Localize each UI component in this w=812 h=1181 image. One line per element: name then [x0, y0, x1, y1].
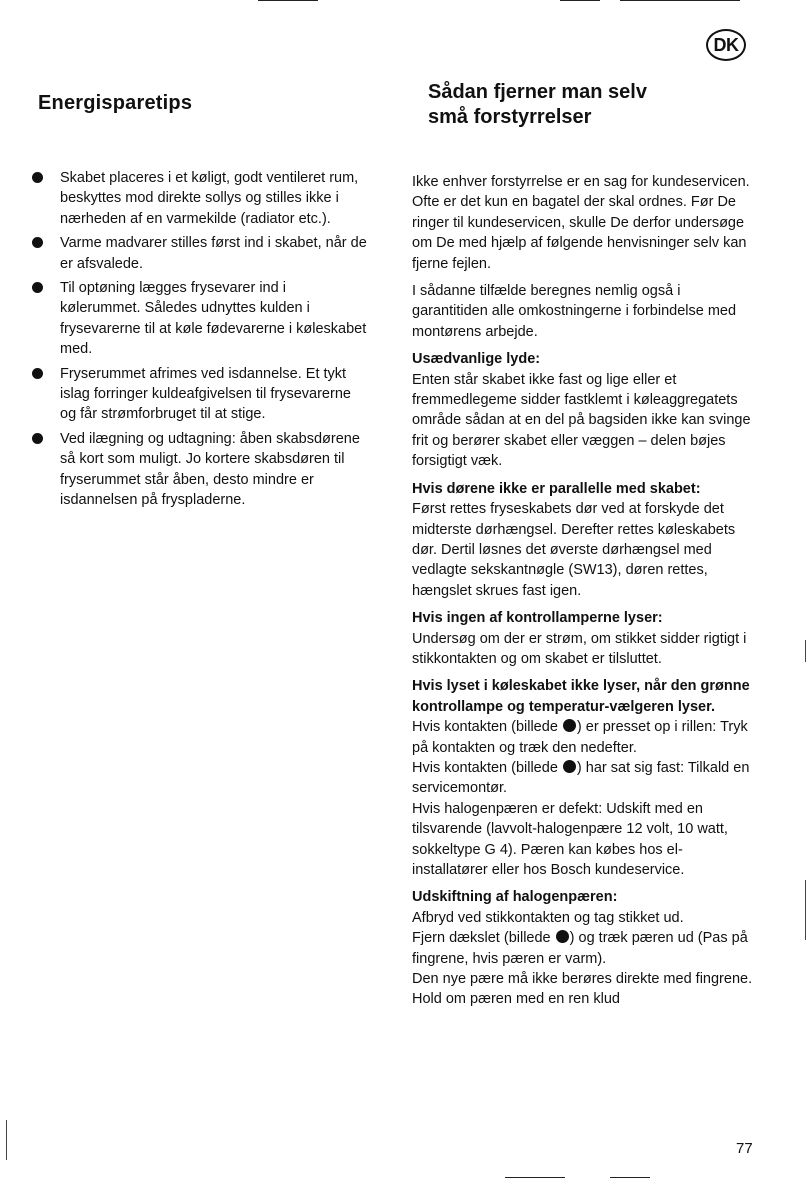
tip-item — [30, 168, 370, 229]
tip-text: Varme madvarer stilles først ind i skabet, når de er afsvalede. — [60, 235, 367, 272]
bottom-edge-rule — [610, 1177, 650, 1178]
tip-item — [30, 364, 370, 425]
energy-tips-list — [30, 168, 370, 515]
tip-text: Fryserummet afrimes ved isdannelse. Et tykt islag forringer kuldeafgivelsen til frysevarerne og får strømforbruget til at stige. — [60, 365, 351, 423]
bullet-icon — [32, 282, 43, 293]
top-edge-rule — [620, 0, 740, 1]
unplug-text: Afbryd ved stikkontakten og tag stikket ud. — [412, 909, 684, 926]
stuck-switch-text-a: Hvis kontakten (billede — [412, 759, 562, 776]
figure-reference-icon — [556, 930, 569, 943]
stuck-switch-text — [412, 760, 749, 796]
bulb-replacement-section — [412, 887, 757, 1009]
light-switch-text-b: ) er presset op i rillen: Tryk på kontakten og træk den nedefter. — [412, 719, 748, 756]
bottom-edge-rule — [505, 1177, 565, 1178]
page-number: 77 — [736, 1140, 753, 1157]
bullet-icon — [32, 368, 43, 379]
figure-reference-icon — [563, 719, 576, 732]
tip-item — [30, 278, 370, 360]
light-switch-text-a: Hvis kontakten (billede — [412, 719, 562, 736]
doors-heading: Hvis dørene ikke er parallelle med skabet: — [412, 480, 701, 497]
doors-section — [412, 479, 757, 601]
top-edge-rule — [258, 0, 318, 1]
lamps-section — [412, 608, 757, 669]
troubleshooting-heading — [428, 80, 758, 130]
bullet-icon — [32, 237, 43, 248]
light-section — [412, 676, 757, 880]
figure-reference-icon — [563, 760, 576, 773]
troubleshooting-column — [412, 172, 757, 1010]
country-badge: DK — [706, 29, 746, 61]
remove-cover-text-b: ) og træk pæren ud (Pas på fingrene, hvis pæren er varm). — [412, 930, 748, 967]
unusual-noise-heading: Usædvanlige lyde: — [412, 351, 541, 368]
bulb-replacement-heading: Udskiftning af halogenpæren: — [412, 889, 618, 906]
light-switch-text — [412, 719, 748, 755]
tip-item — [30, 233, 370, 274]
new-bulb-text: Den nye pære må ikke berøres direkte med fingrene. Hold om pæren med en ren klud — [412, 971, 753, 1008]
right-edge-mark — [805, 640, 806, 662]
lamps-heading: Hvis ingen af kontrollamperne lyser: — [412, 610, 663, 627]
troubleshooting-heading-text: Sådan fjerner man selv små forstyrrelser — [428, 81, 647, 128]
remove-cover-text-a: Fjern dækslet (billede — [412, 930, 555, 947]
tip-item — [30, 429, 370, 511]
right-edge-mark — [805, 880, 806, 940]
unusual-noise-text: Enten står skabet ikke fast og lige eller et fremmedlegeme sidder fastklemt i køleaggregatets område sådan at en del på bagsiden ikke kan svinge frit og berører skabet eller væggen – delen bøjes forsigtigt væk. — [412, 371, 751, 470]
stuck-switch-text-b: ) har sat sig fast: Tilkald en servicemontør. — [412, 759, 750, 797]
tip-text: Skabet placeres i et køligt, godt ventileret rum, beskyttes mod direkte sollys og stilles ikke i nærheden af en varmekilde (radiator etc.). — [60, 170, 359, 227]
intro-paragraph: Ikke enhver forstyrrelse er en sag for kundeservicen. Ofte er det kun en bagatel der skal ordnes. Før De ringer til kundeservicen, skulle De derfor undersøge om De med hjælp af følgende henvisninger selv kan fjerne fejlen. — [412, 174, 750, 272]
halogen-defect-text: Hvis halogenpæren er defekt: Udskift med en tilsvarende (lavvolt-halogenpære 12 volt, 10 watt, sokkeltype G 4). Pæren kan købes hos el-installatører eller hos Bosch kundeservice. — [412, 800, 728, 878]
doors-text: Først rettes fryseskabets dør ved at forskyde det midterste dørhængsel. Derefter rettes køleskabets dør. Dertil løsnes det øverste dørhængsel med vedlagte sekskantnøgle (SW13), døren rettes, hængslet skrues fast igen. — [412, 501, 736, 599]
left-edge-mark — [6, 1120, 7, 1160]
tip-text: Til optøning lægges frysevarer ind i kølerummet. Således udnyttes kulden i frysevarerne til at køle fødevarerne i køleskabet med. — [60, 280, 367, 358]
lamps-text: Undersøg om der er strøm, om stikket sidder rigtigt i stikkontakten og om skabet er tilsluttet. — [412, 630, 747, 667]
light-heading: Hvis lyset i køleskabet ikke lyser, når den grønne kontrollampe og temperatur-vælgeren lyser. — [412, 678, 750, 715]
top-edge-rule — [560, 0, 600, 1]
bullet-icon — [32, 433, 43, 444]
unusual-noise-section — [412, 349, 757, 471]
energy-tips-heading: Energisparetips — [38, 92, 193, 114]
warranty-paragraph: I sådanne tilfælde beregnes nemlig også i garantitiden alle omkostningerne i forbindelse med montørens arbejde. — [412, 283, 737, 340]
remove-cover-text — [412, 930, 748, 966]
tip-text: Ved ilægning og udtagning: åben skabsdørene så kort som muligt. Jo kortere skabsdøren til fryserummet står åben, desto mindre er isdannelsen på fryspladerne. — [60, 430, 360, 509]
bullet-icon — [32, 172, 43, 183]
